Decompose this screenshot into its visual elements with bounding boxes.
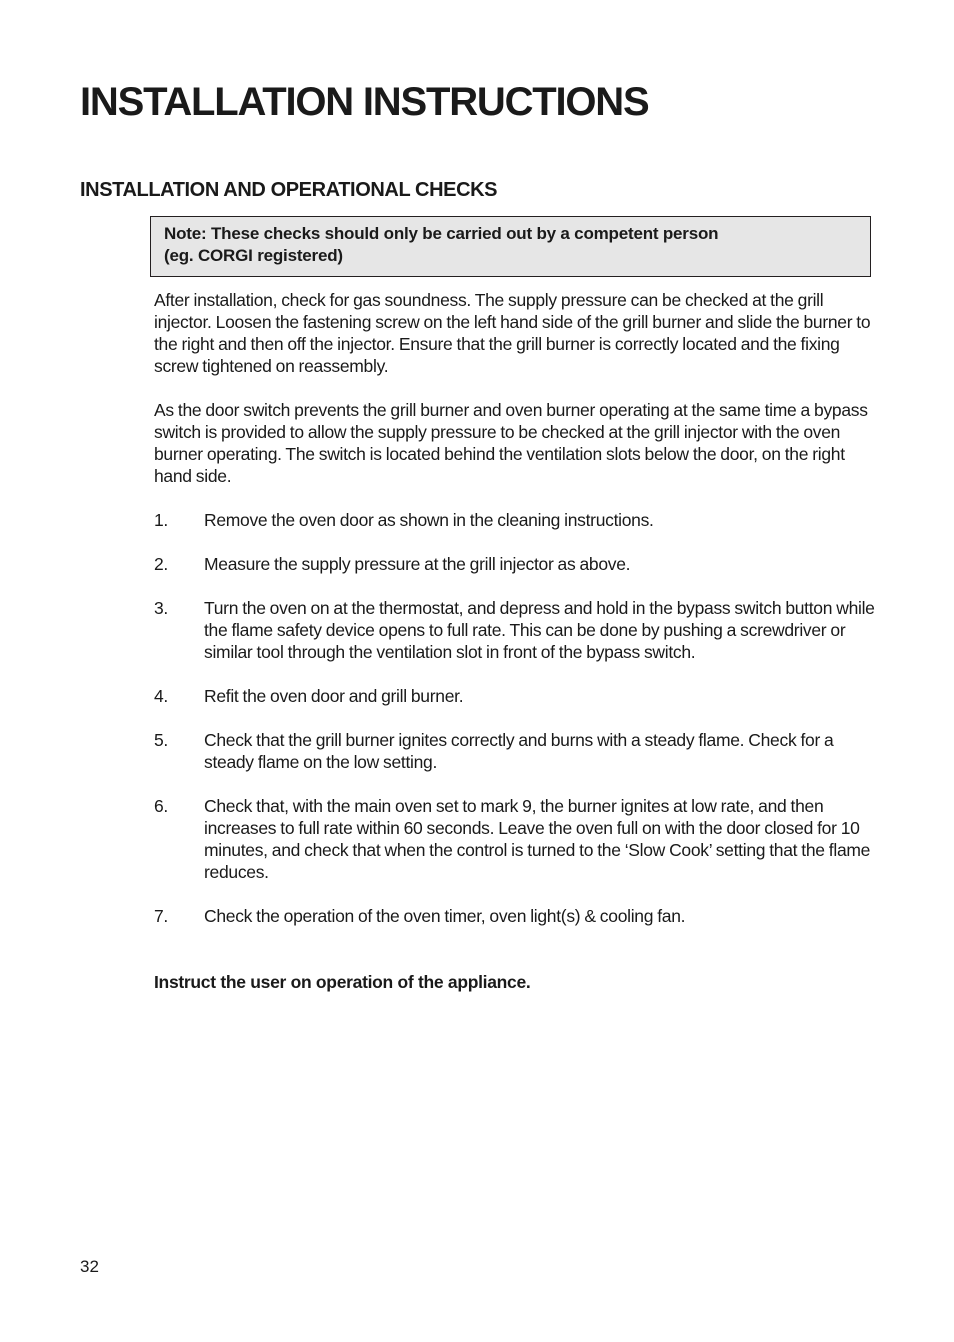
list-item xyxy=(154,509,878,531)
step-number: 7. xyxy=(154,906,168,926)
step-text: Refit the oven door and grill burner. xyxy=(204,686,464,706)
paragraph-gas-soundness: After installation, check for gas soundness. The supply pressure can be checked at the grill injector. Loosen the fastening screw on the left hand side of the grill burner and slide the burner to the right and then off the injector. Ensure that the grill burner is correctly located and the fixing screw tightened on reassembly. xyxy=(154,290,871,376)
step-text: Check that, with the main oven set to mark 9, the burner ignites at low rate, and then increases to full rate within 60 seconds. Leave the oven full on with the door closed for 10 minutes, and check that when the control is turned to the ‘Slow Cook’ setting that the flame reduces. xyxy=(204,796,871,882)
step-number: 6. xyxy=(154,796,168,816)
page-number: 32 xyxy=(80,1257,99,1276)
page-title: INSTALLATION INSTRUCTIONS xyxy=(80,80,649,124)
note-box xyxy=(150,216,871,277)
step-text: Remove the oven door as shown in the cleaning instructions. xyxy=(204,510,654,530)
content-body xyxy=(154,289,878,993)
list-item xyxy=(154,597,878,663)
step-number: 2. xyxy=(154,554,168,574)
step-number: 4. xyxy=(154,686,168,706)
list-item xyxy=(154,905,878,927)
list-item xyxy=(154,553,878,575)
step-text: Check that the grill burner ignites correctly and burns with a steady flame. Check for a steady flame on the low setting. xyxy=(204,730,834,772)
step-number: 1. xyxy=(154,510,168,530)
section-title: INSTALLATION AND OPERATIONAL CHECKS xyxy=(80,179,498,201)
list-item xyxy=(154,795,878,883)
step-number: 5. xyxy=(154,730,168,750)
paragraph-bypass-switch: As the door switch prevents the grill burner and oven burner operating at the same time a bypass switch is provided to allow the supply pressure to be checked at the grill injector with the oven burner operating. The switch is located behind the ventilation slots below the door, on the right hand side. xyxy=(154,400,868,486)
user-instruction-note: Instruct the user on operation of the appliance. xyxy=(154,972,531,992)
step-number: 3. xyxy=(154,598,168,618)
note-line-2: (eg. CORGI registered) xyxy=(164,246,343,265)
step-text: Check the operation of the oven timer, oven light(s) & cooling fan. xyxy=(204,906,686,926)
step-text: Turn the oven on at the thermostat, and depress and hold in the bypass switch button while the flame safety device opens to full rate. This can be done by pushing a screwdriver or similar tool through the ventilation slot in front of the bypass switch. xyxy=(204,598,875,662)
list-item xyxy=(154,729,878,773)
step-text: Measure the supply pressure at the grill injector as above. xyxy=(204,554,631,574)
list-item xyxy=(154,685,878,707)
note-line-1: Note: These checks should only be carried out by a competent person xyxy=(164,224,719,243)
check-steps-list xyxy=(154,509,878,927)
